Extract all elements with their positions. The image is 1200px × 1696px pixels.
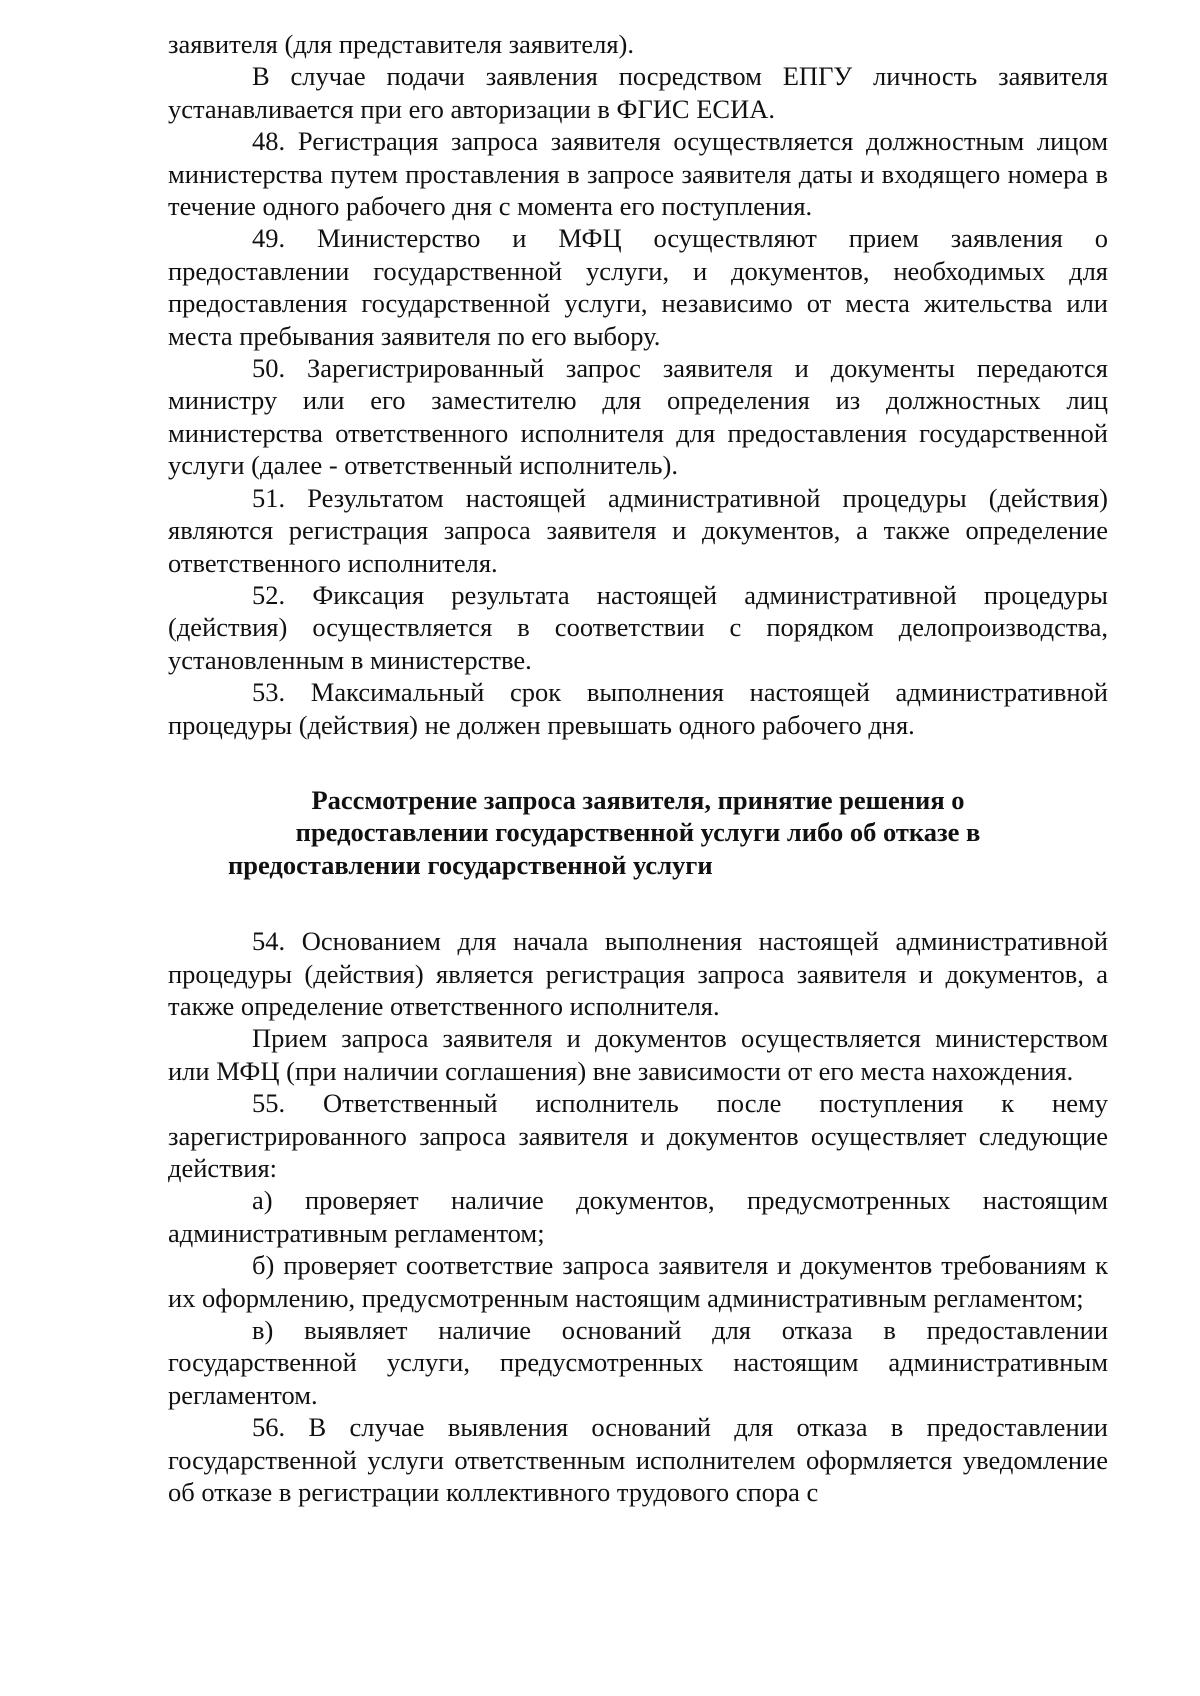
paragraph-49: 49. Министерство и МФЦ осуществляют прием заявления о предоставлении государственной услуги, и документов, необходимых для предоставления государственной услуги, независимо от места жительства или места пребывания заявителя по его выбору. [168, 223, 1108, 351]
paragraph-55: 55. Ответственный исполнитель после поступления к нему зарегистрированного запроса заявителя и документов осуществляет следующие действия: [168, 1088, 1108, 1183]
list-item-a: а) проверяет наличие документов, предусмотренных настоящим административным регламентом; [168, 1185, 1108, 1248]
section-heading: Рассмотрение запроса заявителя, принятие решения о предоставлении государственной услуги либо об отказе в предоставлении государственной услуги [228, 784, 981, 880]
paragraph-51: 51. Результатом настоящей административной процедуры (действия) являются регистрация запроса заявителя и документов, а также определение ответственного исполнителя. [168, 482, 1108, 578]
list-item-v: в) выявляет наличие оснований для отказа в предоставлении государственной услуги, предусмотренных настоящим административным регламентом. [168, 1315, 1108, 1410]
paragraph-continuation: заявителя (для представителя заявителя). [168, 29, 634, 59]
list-item-b: б) проверяет соответствие запроса заявителя и документов требованиям к их оформлению, предусмотренным настоящим административным регламентом; [168, 1250, 1108, 1313]
paragraph-53: 53. Максимальный срок выполнения настоящей административной процедуры (действия) не должен превышать одного рабочего дня. [168, 677, 1108, 740]
paragraph-epgu-identity: В случае подачи заявления посредством ЕПГУ личность заявителя устанавливается при его авторизации в ФГИС ЕСИА. [168, 61, 1108, 124]
paragraph-54: 54. Основанием для начала выполнения настоящей административной процедуры (действия) является регистрация запроса заявителя и документов, а также определение ответственного исполнителя. [168, 926, 1108, 1021]
document-body [168, 28, 1108, 1508]
paragraph-56: 56. В случае выявления оснований для отказа в предоставлении государственной услуги ответственным исполнителем оформляется уведомление об отказе в регистрации коллективного трудового спора с [168, 1412, 1108, 1508]
paragraph-52: 52. Фиксация результата настоящей административной процедуры (действия) осуществляется в соответствии с порядком делопроизводства, установленным в министерстве. [168, 579, 1108, 675]
paragraph-48: 48. Регистрация запроса заявителя осуществляется должностным лицом министерства путем проставления в запросе заявителя даты и входящего номера в течение одного рабочего дня с момента его поступления. [168, 126, 1108, 222]
paragraph-reception: Прием запроса заявителя и документов осуществляется министерством или МФЦ (при наличии соглашения) вне зависимости от его места нахождения. [168, 1023, 1108, 1086]
paragraph-50: 50. Зарегистрированный запрос заявителя и документы передаются министру или его заместителю для определения из должностных лиц министерства ответственного исполнителя для предоставления государственной услуги (далее - ответственный исполнитель). [168, 353, 1108, 481]
